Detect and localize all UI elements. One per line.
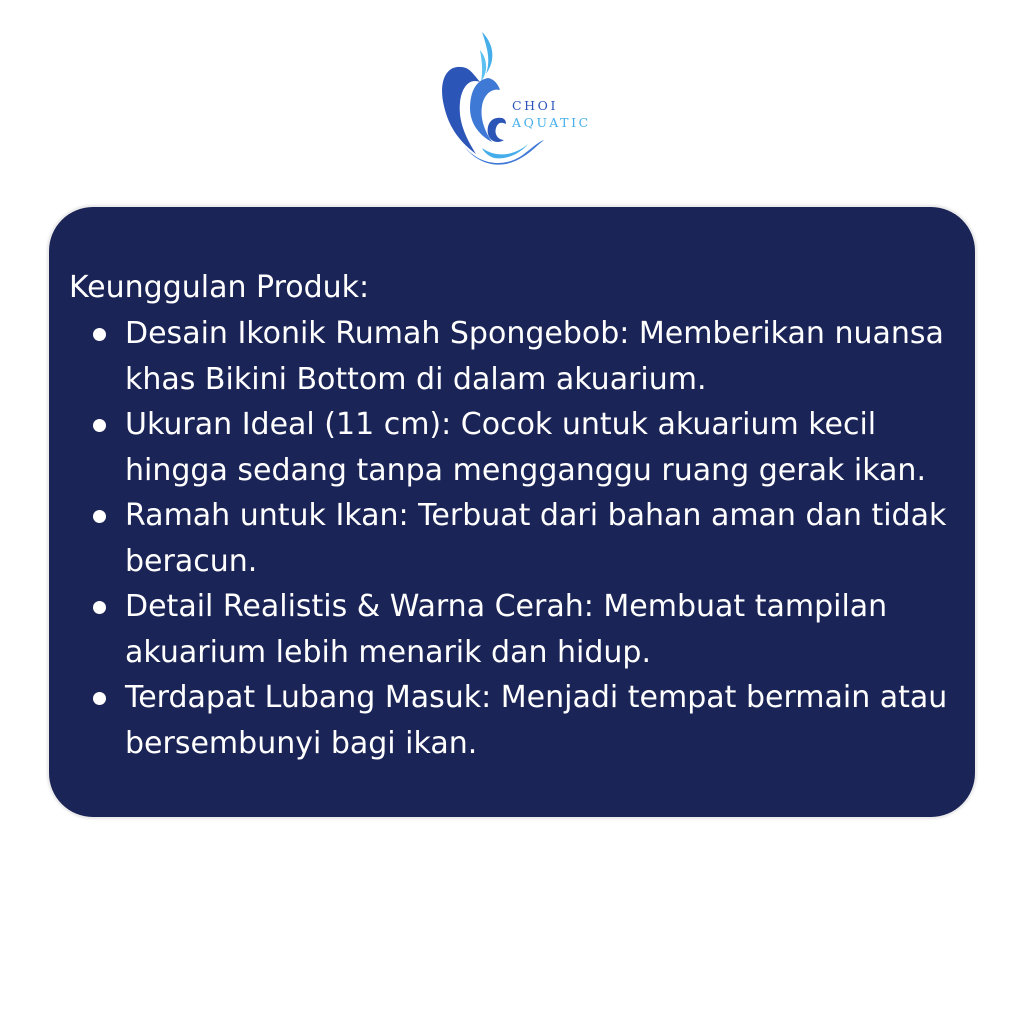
feature-item-line: Ramah untuk Ikan: Terbuat dari bahan aman dan tidak	[125, 498, 947, 533]
bullet-icon	[93, 692, 106, 705]
feature-item	[125, 675, 973, 766]
feature-item-line: akuarium lebih menarik dan hidup.	[125, 634, 652, 670]
bullet-icon	[93, 510, 106, 523]
feature-item-line: beracun.	[125, 543, 258, 579]
feature-item	[125, 402, 973, 493]
features-list	[125, 311, 973, 766]
feature-item-line: hingga sedang tanpa mengganggu ruang gerak ikan.	[125, 452, 926, 488]
feature-item-line: Ukuran Ideal (11 cm): Cocok untuk akuarium kecil	[125, 407, 877, 442]
bullet-icon	[93, 419, 106, 432]
feature-item	[125, 584, 973, 675]
brand-name-line2: AQUATIC	[512, 115, 591, 130]
bullet-icon	[93, 601, 106, 614]
feature-item-line: bersembunyi bagi ikan.	[125, 725, 478, 761]
brand-logo	[436, 30, 606, 170]
bullet-icon	[93, 328, 106, 341]
features-heading: Keunggulan Produk:	[69, 270, 370, 305]
brand-name-line1: CHOI	[512, 98, 559, 113]
feature-item-line: Terdapat Lubang Masuk: Menjadi tempat bermain atau	[125, 680, 948, 715]
feature-item	[125, 311, 973, 402]
feature-item-line: Desain Ikonik Rumah Spongebob: Memberikan nuansa	[125, 316, 944, 351]
brand-name	[512, 97, 591, 131]
feature-item-line: Detail Realistis & Warna Cerah: Membuat tampilan	[125, 589, 888, 624]
features-card	[49, 207, 975, 817]
feature-item	[125, 493, 973, 584]
feature-item-line: khas Bikini Bottom di dalam akuarium.	[125, 361, 707, 397]
